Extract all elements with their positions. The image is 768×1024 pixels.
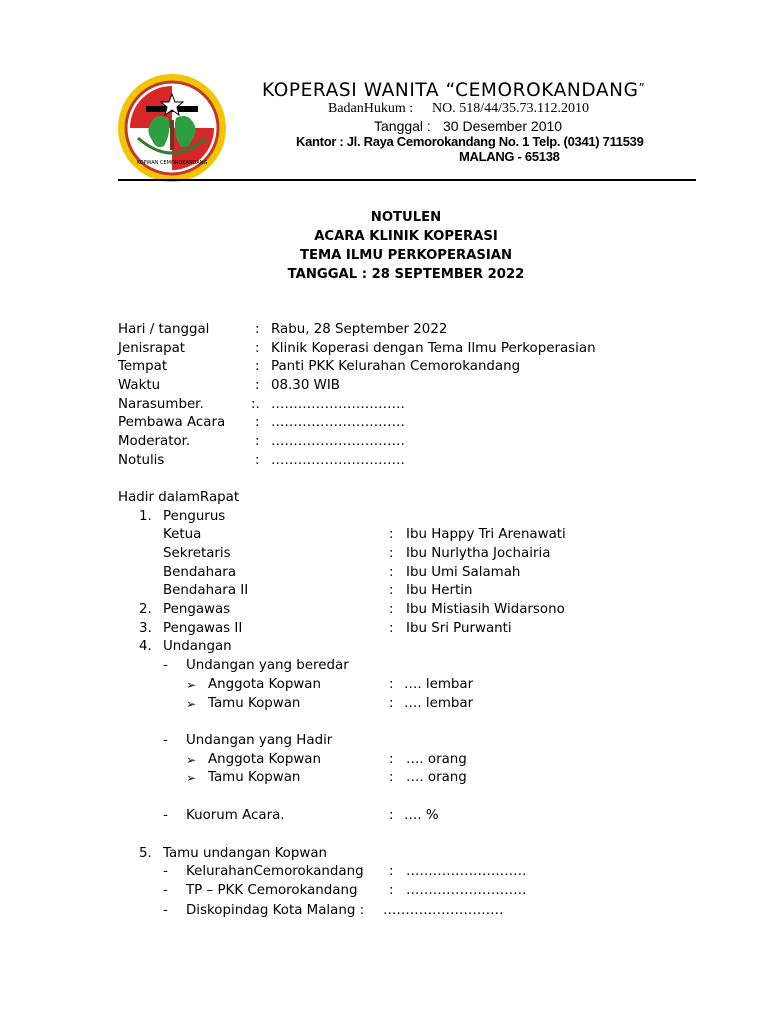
officer-role: Sekretaris bbox=[163, 546, 231, 561]
supervisor-name: Ibu Sri Purwanti bbox=[406, 621, 512, 636]
invitation-item-value: …. lembar bbox=[404, 696, 474, 711]
invitation-item-label: Tamu Kopwan bbox=[208, 696, 301, 711]
dash-bullet: - bbox=[163, 658, 168, 673]
info-label: Pembawa Acara bbox=[118, 415, 226, 430]
supervisor-name: Ibu Mistiasih Widarsono bbox=[406, 602, 565, 617]
info-separator: :. bbox=[251, 397, 260, 412]
list-number: 1. bbox=[139, 509, 152, 524]
supervisor-role: Pengawas II bbox=[163, 621, 243, 636]
invitation-attended-heading: Undangan yang Hadir bbox=[186, 733, 333, 748]
supervisor-role: Pengawas bbox=[163, 602, 231, 617]
doc-title-notulen: NOTULEN bbox=[370, 210, 442, 225]
list-number: 4. bbox=[139, 639, 152, 654]
guest-label: TP – PKK Cemorokandang bbox=[186, 883, 358, 898]
officer-role: Bendahara bbox=[163, 565, 237, 580]
info-label: Waktu bbox=[118, 378, 161, 393]
info-value: Panti PKK Kelurahan Cemorokandang bbox=[271, 359, 521, 374]
list-number: 3. bbox=[139, 621, 152, 636]
attended-item-label: Tamu Kopwan bbox=[208, 770, 301, 785]
guest-separator: : bbox=[389, 883, 394, 898]
info-label: Narasumber. bbox=[118, 397, 204, 412]
arrow-bullet-icon: ➢ bbox=[186, 697, 197, 711]
svg-text:KOPWAN CEMOROKANDANG: KOPWAN CEMOROKANDANG bbox=[136, 160, 208, 166]
info-value: Klinik Koperasi dengan Tema Ilmu Perkoperasian bbox=[271, 341, 596, 356]
established-date-label: Tanggal : bbox=[374, 118, 431, 134]
invitation-item-separator: : bbox=[389, 696, 394, 711]
doc-title-event: ACARA KLINIK KOPERASI bbox=[314, 229, 498, 244]
info-separator: : bbox=[255, 378, 260, 393]
dash-bullet: - bbox=[163, 733, 168, 748]
doc-title-theme: TEMA ILMU PERKOPERASIAN bbox=[299, 248, 512, 263]
dash-bullet: - bbox=[163, 903, 168, 918]
organization-name: KOPERASI WANITA “CEMOROKANDANG” bbox=[262, 80, 646, 101]
cooperative-logo bbox=[116, 72, 228, 184]
attended-item-separator: : bbox=[389, 752, 394, 767]
guest-label: KelurahanCemorokandang bbox=[186, 864, 364, 879]
info-separator: : bbox=[255, 434, 260, 449]
dash-bullet: - bbox=[163, 864, 168, 879]
info-value: ………………………… bbox=[271, 415, 405, 430]
info-separator: : bbox=[255, 359, 260, 374]
guest-separator: : bbox=[389, 864, 394, 879]
quorum-label: Kuorum Acara. bbox=[186, 808, 285, 823]
invitation-heading: Undangan bbox=[163, 639, 232, 654]
officer-role: Bendahara II bbox=[163, 583, 249, 598]
dash-bullet: - bbox=[163, 883, 168, 898]
doc-title-date: TANGGAL : 28 SEPTEMBER 2022 bbox=[287, 267, 525, 282]
list-number: 2. bbox=[139, 602, 152, 617]
attendance-heading: Hadir dalamRapat bbox=[118, 490, 240, 505]
info-label: Hari / tanggal bbox=[118, 322, 210, 337]
officer-separator: : bbox=[389, 583, 394, 598]
attended-item-label: Anggota Kopwan bbox=[208, 752, 322, 767]
info-separator: : bbox=[255, 322, 260, 337]
info-value: Rabu, 28 September 2022 bbox=[271, 322, 448, 337]
officer-name: Ibu Umi Salamah bbox=[406, 565, 521, 580]
invitation-item-label: Anggota Kopwan bbox=[208, 677, 322, 692]
list-number: 5. bbox=[139, 846, 152, 861]
quorum-value: …. % bbox=[404, 808, 439, 823]
officer-separator: : bbox=[389, 527, 394, 542]
info-value: 08.30 WIB bbox=[271, 378, 340, 393]
guest-value: ……………………… bbox=[406, 883, 527, 898]
officer-role: Ketua bbox=[163, 527, 202, 542]
arrow-bullet-icon: ➢ bbox=[186, 771, 197, 785]
guest-value: ……………………… bbox=[383, 903, 504, 918]
office-city: MALANG - 65138 bbox=[459, 149, 560, 164]
badan-hukum-value: NO. 518/44/35.73.112.2010 bbox=[432, 101, 589, 116]
officer-name: Ibu Nurlytha Jochairia bbox=[406, 546, 551, 561]
attended-item-separator: : bbox=[389, 770, 394, 785]
header-divider bbox=[118, 179, 696, 181]
officer-name: Ibu Happy Tri Arenawati bbox=[406, 527, 566, 542]
officer-separator: : bbox=[389, 565, 394, 580]
arrow-bullet-icon: ➢ bbox=[186, 678, 197, 692]
pengurus-heading: Pengurus bbox=[163, 509, 226, 524]
supervisor-separator: : bbox=[389, 602, 394, 617]
info-label: Jenisrapat bbox=[118, 341, 186, 356]
guest-label: Diskopindag Kota Malang : bbox=[186, 903, 365, 918]
dash-bullet: - bbox=[163, 808, 168, 823]
arrow-bullet-icon: ➢ bbox=[186, 753, 197, 767]
info-value: ………………………… bbox=[271, 397, 405, 412]
established-date-value: 30 Desember 2010 bbox=[443, 118, 563, 134]
info-separator: : bbox=[255, 453, 260, 468]
attended-item-value: …. orang bbox=[406, 770, 467, 785]
info-separator: : bbox=[255, 341, 260, 356]
info-separator: : bbox=[255, 415, 260, 430]
info-value: ………………………… bbox=[271, 453, 405, 468]
guest-value: ……………………… bbox=[406, 864, 527, 879]
invitation-item-separator: : bbox=[389, 677, 394, 692]
guests-heading: Tamu undangan Kopwan bbox=[163, 846, 328, 861]
office-address: Kantor : Jl. Raya Cemorokandang No. 1 Telp. (0341) 711539 bbox=[296, 134, 644, 149]
attended-item-value: …. orang bbox=[406, 752, 467, 767]
info-label: Tempat bbox=[118, 359, 168, 374]
invitation-distributed-heading: Undangan yang beredar bbox=[186, 658, 349, 673]
invitation-item-value: …. lembar bbox=[404, 677, 474, 692]
badan-hukum-label: BadanHukum : bbox=[328, 101, 414, 116]
info-value: ………………………… bbox=[271, 434, 405, 449]
supervisor-separator: : bbox=[389, 621, 394, 636]
info-label: Moderator. bbox=[118, 434, 191, 449]
info-label: Notulis bbox=[118, 453, 165, 468]
officer-name: Ibu Hertin bbox=[406, 583, 473, 598]
officer-separator: : bbox=[389, 546, 394, 561]
quorum-separator: : bbox=[389, 808, 394, 823]
